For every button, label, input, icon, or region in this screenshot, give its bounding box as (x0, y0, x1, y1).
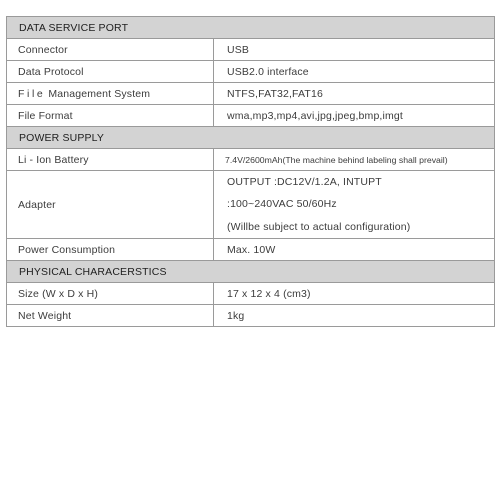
row-value-power-consumption: Max. 10W (214, 239, 495, 261)
table-row (7, 171, 495, 239)
row-value-connector: USB (214, 39, 495, 61)
row-label-connector: Connector (7, 39, 214, 61)
section-header-power-supply (7, 127, 495, 149)
row-value-size: 17 x 12 x 4 (cm3) (214, 283, 495, 305)
row-label-file-word: File (18, 87, 46, 100)
adapter-line-2: :100~240VAC 50/60Hz (227, 198, 337, 211)
table-row (7, 39, 495, 61)
row-value-file-format: wma,mp3,mp4,avi,jpg,jpeg,bmp,imgt (214, 105, 495, 127)
row-label-file-format: File Format (7, 105, 214, 127)
section-title: PHYSICAL CHARACERSTICS (7, 261, 495, 283)
row-label-file-management-system (7, 83, 214, 105)
table-row (7, 61, 495, 83)
row-label-power-consumption: Power Consumption (7, 239, 214, 261)
row-value-net-weight: 1kg (214, 305, 495, 327)
table-row (7, 283, 495, 305)
section-title: DATA SERVICE PORT (7, 17, 495, 39)
adapter-line-3: (Willbe subject to actual configuration) (227, 220, 411, 233)
row-label-adapter: Adapter (7, 171, 214, 239)
row-label-file-management-rest: Management System (45, 87, 151, 100)
row-value-file-management-system: NTFS,FAT32,FAT16 (214, 83, 495, 105)
row-label-battery: Li - Ion Battery (7, 149, 214, 171)
row-value-battery: 7.4V/2600mAh(The machine behind labeling shall prevail) (214, 149, 495, 171)
section-title: POWER SUPPLY (7, 127, 495, 149)
row-value-adapter (214, 171, 495, 239)
row-value-data-protocol: USB2.0 interface (214, 61, 495, 83)
section-header-data-service-port (7, 17, 495, 39)
section-header-physical-characteristics (7, 261, 495, 283)
row-label-data-protocol: Data Protocol (7, 61, 214, 83)
row-label-net-weight: Net Weight (7, 305, 214, 327)
adapter-line-1: OUTPUT :DC12V/1.2A, INTUPT (227, 176, 382, 189)
table-row (7, 239, 495, 261)
spec-table (6, 16, 495, 327)
table-row (7, 305, 495, 327)
table-row (7, 149, 495, 171)
row-label-size: Size (W x D x H) (7, 283, 214, 305)
table-row (7, 105, 495, 127)
table-row (7, 83, 495, 105)
